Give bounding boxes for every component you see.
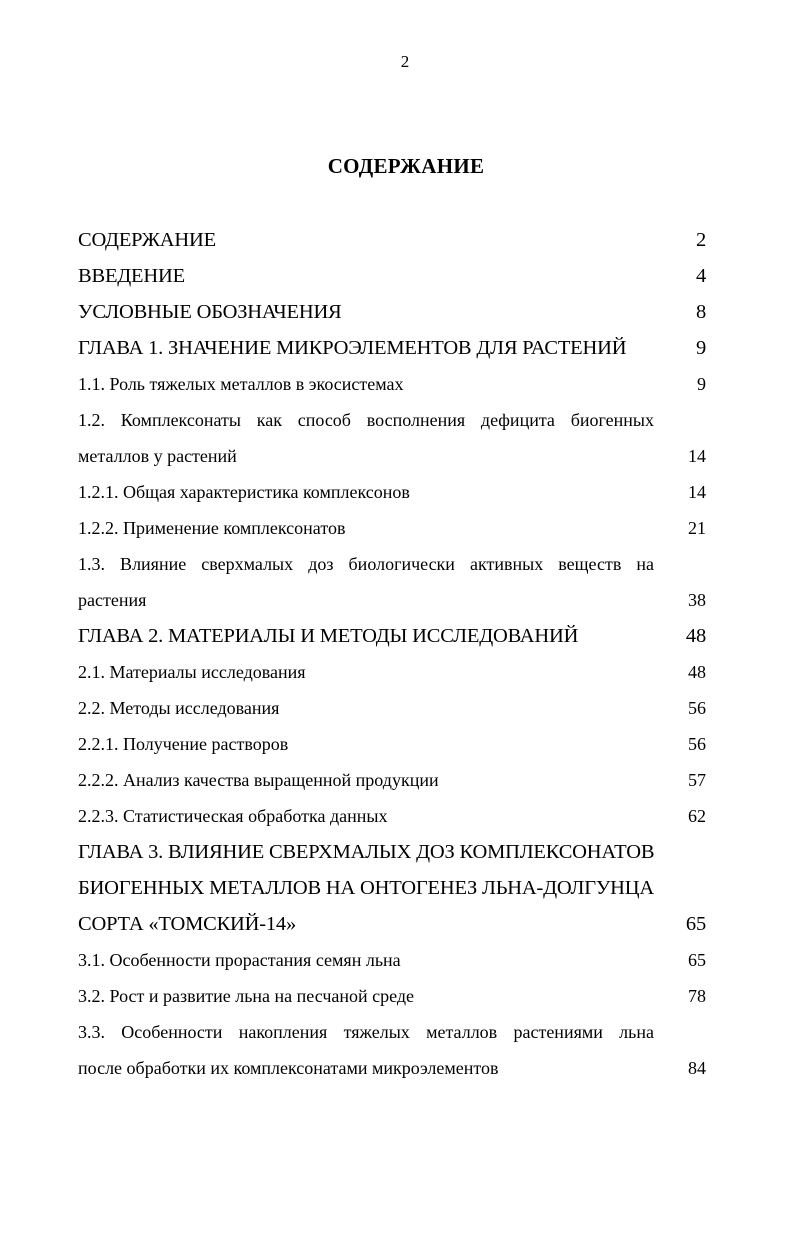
toc-entry-line	[78, 834, 710, 870]
toc-page-number: 65	[688, 950, 706, 970]
page-title: СОДЕРЖАНИЕ	[327, 154, 485, 178]
toc-page-number: 57	[688, 770, 706, 790]
toc-page-number: 56	[688, 734, 706, 754]
toc-entry-line	[78, 402, 710, 438]
toc-entry-text: 2.2.3. Статистическая обработка данных	[78, 806, 388, 826]
toc-entry-line	[78, 870, 710, 906]
toc-entry-line	[78, 978, 710, 1014]
toc-page-number: 14	[688, 482, 706, 502]
toc-page-number: 8	[695, 301, 706, 323]
toc-page-number: 2	[695, 229, 706, 251]
toc-page-number: 56	[688, 698, 706, 718]
toc-page-number: 21	[688, 518, 706, 538]
toc-entry-text: 3.2. Рост и развитие льна на песчаной среде	[78, 986, 415, 1006]
toc-entry-line	[78, 366, 710, 402]
toc-entry-line	[78, 942, 710, 978]
toc-entry-text: 1.2. Комплексонаты как способ восполнения дефицита биогенных	[78, 410, 654, 430]
toc-page-number: 62	[688, 806, 706, 826]
toc-page-number: 48	[685, 625, 706, 647]
toc-entry-text: 3.3. Особенности накопления тяжелых металлов растениями льна	[78, 1022, 654, 1042]
toc-entry-line	[78, 222, 710, 258]
toc-entry-line	[78, 582, 710, 618]
toc-page-number: 48	[688, 662, 706, 682]
toc-entry-text: растения	[78, 590, 147, 610]
toc-entry-text: СОДЕРЖАНИЕ	[78, 229, 216, 251]
toc-entry-line	[78, 762, 710, 798]
toc-entry-line	[78, 906, 710, 942]
toc-entry-line	[78, 474, 710, 510]
table-of-contents	[78, 222, 710, 1086]
toc-page-number: 38	[688, 590, 706, 610]
toc-page-number: 65	[685, 913, 706, 935]
toc-entry-line	[78, 618, 710, 654]
toc-entry-line	[78, 294, 710, 330]
toc-entry-text: 2.1. Материалы исследования	[78, 662, 306, 682]
toc-entry-text: 2.2.1. Получение растворов	[78, 734, 289, 754]
toc-entry-line	[78, 690, 710, 726]
toc-entry-text: металлов у растений	[78, 446, 237, 466]
toc-entry-text: 1.1. Роль тяжелых металлов в экосистемах	[78, 374, 404, 394]
toc-entry-text: ГЛАВА 3. ВЛИЯНИЕ СВЕРХМАЛЫХ ДОЗ КОМПЛЕКСОНАТОВ	[78, 841, 655, 863]
toc-entry-text: ГЛАВА 1. ЗНАЧЕНИЕ МИКРОЭЛЕМЕНТОВ ДЛЯ РАСТЕНИЙ	[78, 337, 627, 359]
toc-entry-line	[78, 798, 710, 834]
page-number: 2	[400, 52, 410, 71]
toc-entry-line	[78, 726, 710, 762]
toc-entry-text: УСЛОВНЫЕ ОБОЗНАЧЕНИЯ	[78, 301, 342, 323]
toc-page-number: 9	[695, 337, 706, 359]
toc-entry-text: 1.2.2. Применение комплексонатов	[78, 518, 346, 538]
toc-entry-text: 2.2. Методы исследования	[78, 698, 280, 718]
toc-entry-line	[78, 1014, 710, 1050]
toc-entry-text: ГЛАВА 2. МАТЕРИАЛЫ И МЕТОДЫ ИССЛЕДОВАНИЙ	[78, 625, 579, 647]
toc-entry-line	[78, 258, 710, 294]
toc-entry-line	[78, 438, 710, 474]
toc-entry-text: после обработки их комплексонатами микроэлементов	[78, 1058, 499, 1078]
toc-entry-line	[78, 654, 710, 690]
toc-entry-line	[78, 1050, 710, 1086]
toc-entry-text: ВВЕДЕНИЕ	[78, 265, 185, 287]
toc-entry-text: СОРТА «ТОМСКИЙ-14»	[78, 913, 297, 935]
toc-page-number: 78	[688, 986, 706, 1006]
toc-entry-text: БИОГЕННЫХ МЕТАЛЛОВ НА ОНТОГЕНЕЗ ЛЬНА-ДОЛГУНЦА	[78, 877, 654, 899]
toc-page-number: 4	[695, 265, 706, 287]
toc-entry-line	[78, 510, 710, 546]
toc-entry-text: 3.1. Особенности прорастания семян льна	[78, 950, 401, 970]
toc-page-number: 9	[697, 374, 706, 394]
toc-page-number: 14	[688, 446, 706, 466]
toc-entry-text: 2.2.2. Анализ качества выращенной продукции	[78, 770, 439, 790]
toc-entry-text: 1.3. Влияние сверхмалых доз биологически активных веществ на	[78, 554, 654, 574]
toc-page-number: 84	[688, 1058, 706, 1078]
toc-entry-line	[78, 330, 710, 366]
toc-entry-line	[78, 546, 710, 582]
toc-entry-text: 1.2.1. Общая характеристика комплексонов	[78, 482, 410, 502]
